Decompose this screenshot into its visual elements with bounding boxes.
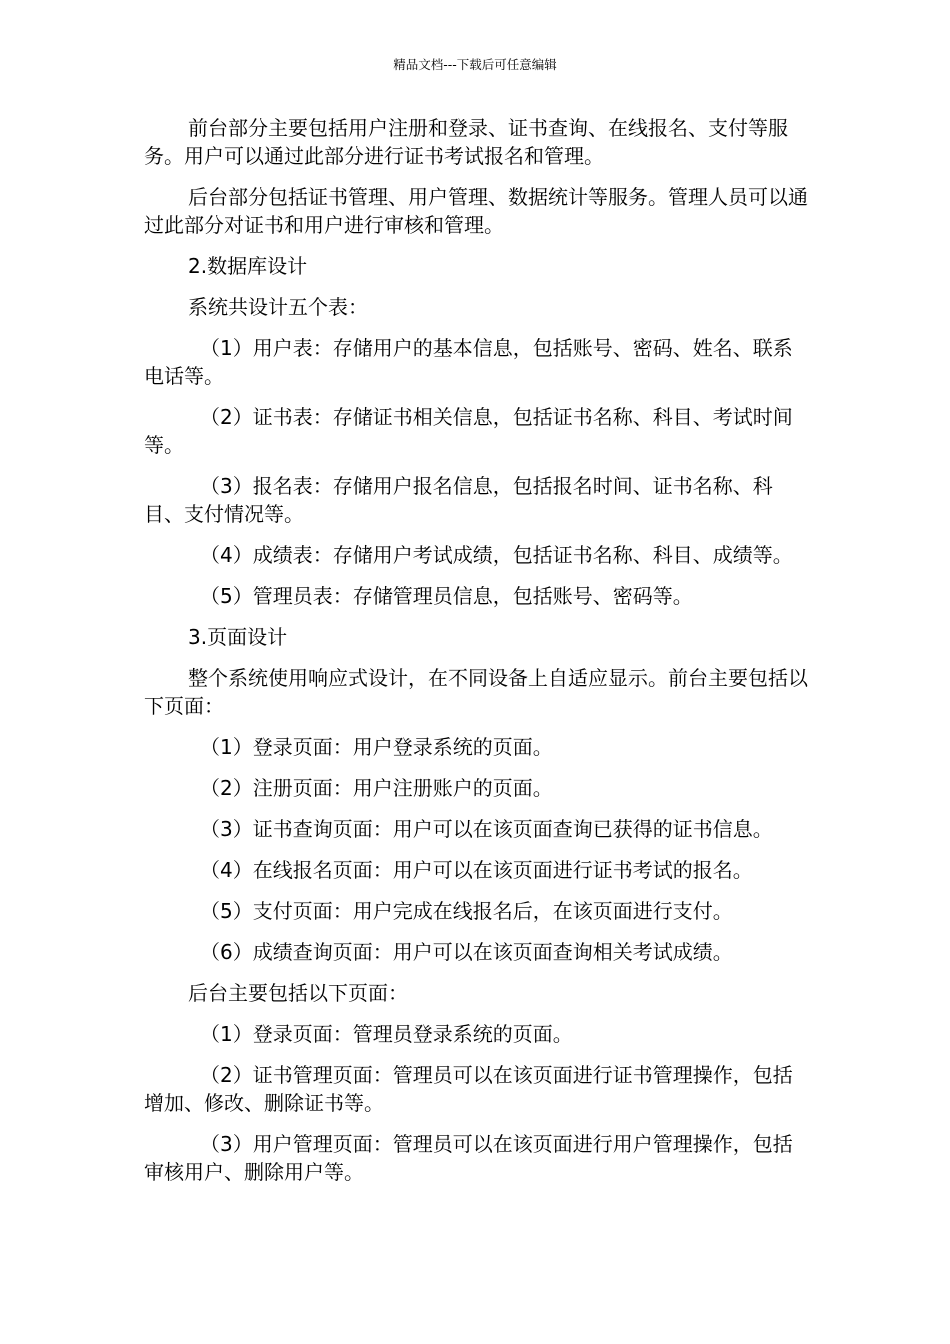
- list-item-frontend-cert-query: （3）证书查询页面：用户可以在该页面查询已获得的证书信息。: [200, 817, 773, 841]
- paragraph-tables-intro: 系统共设计五个表：: [188, 295, 368, 319]
- paragraph-responsive-design: 整个系统使用响应式设计，在不同设备上自适应显示。前台主要包括以下页面：: [144, 666, 808, 718]
- list-item-frontend-score-query: （6）成绩查询页面：用户可以在该页面查询相关考试成绩。: [200, 940, 733, 964]
- paragraph-backend-overview: 后台部分包括证书管理、用户管理、数据统计等服务。管理人员可以通过此部分对证书和用户进行审核和管理。: [144, 185, 808, 237]
- list-item-frontend-register: （2）注册页面：用户注册账户的页面。: [200, 776, 553, 800]
- list-item-backend-user-management: （3）用户管理页面：管理员可以在该页面进行用户管理操作，包括审核用户、删除用户等。: [144, 1132, 793, 1184]
- list-item-backend-cert-management: （2）证书管理页面：管理员可以在该页面进行证书管理操作，包括增加、修改、删除证书等。: [144, 1063, 793, 1115]
- list-item-admin-table: （5）管理员表：存储管理员信息，包括账号、密码等。: [200, 584, 693, 608]
- list-item-user-table: （1）用户表：存储用户的基本信息，包括账号、密码、姓名、联系电话等。: [144, 336, 793, 388]
- section-heading-database: 2.数据库设计: [188, 254, 308, 278]
- list-item-frontend-signup: （4）在线报名页面：用户可以在该页面进行证书考试的报名。: [200, 858, 753, 882]
- paragraph-backend-pages-intro: 后台主要包括以下页面：: [188, 981, 408, 1005]
- document-body: [144, 114, 808, 1199]
- list-item-score-table: （4）成绩表：存储用户考试成绩，包括证书名称、科目、成绩等。: [200, 543, 793, 567]
- page-header: 精品文档---下载后可任意编辑: [393, 57, 557, 72]
- list-item-certificate-table: （2）证书表：存储证书相关信息，包括证书名称、科目、考试时间等。: [144, 405, 793, 457]
- list-item-registration-table: （3）报名表：存储用户报名信息，包括报名时间、证书名称、科目、支付情况等。: [144, 474, 773, 526]
- list-item-frontend-login: （1）登录页面：用户登录系统的页面。: [200, 735, 553, 759]
- paragraph-frontend-overview: 前台部分主要包括用户注册和登录、证书查询、在线报名、支付等服务。用户可以通过此部分进行证书考试报名和管理。: [144, 116, 788, 168]
- section-heading-page-design: 3.页面设计: [188, 625, 288, 649]
- list-item-frontend-payment: （5）支付页面：用户完成在线报名后，在该页面进行支付。: [200, 899, 733, 923]
- list-item-backend-login: （1）登录页面：管理员登录系统的页面。: [200, 1022, 573, 1046]
